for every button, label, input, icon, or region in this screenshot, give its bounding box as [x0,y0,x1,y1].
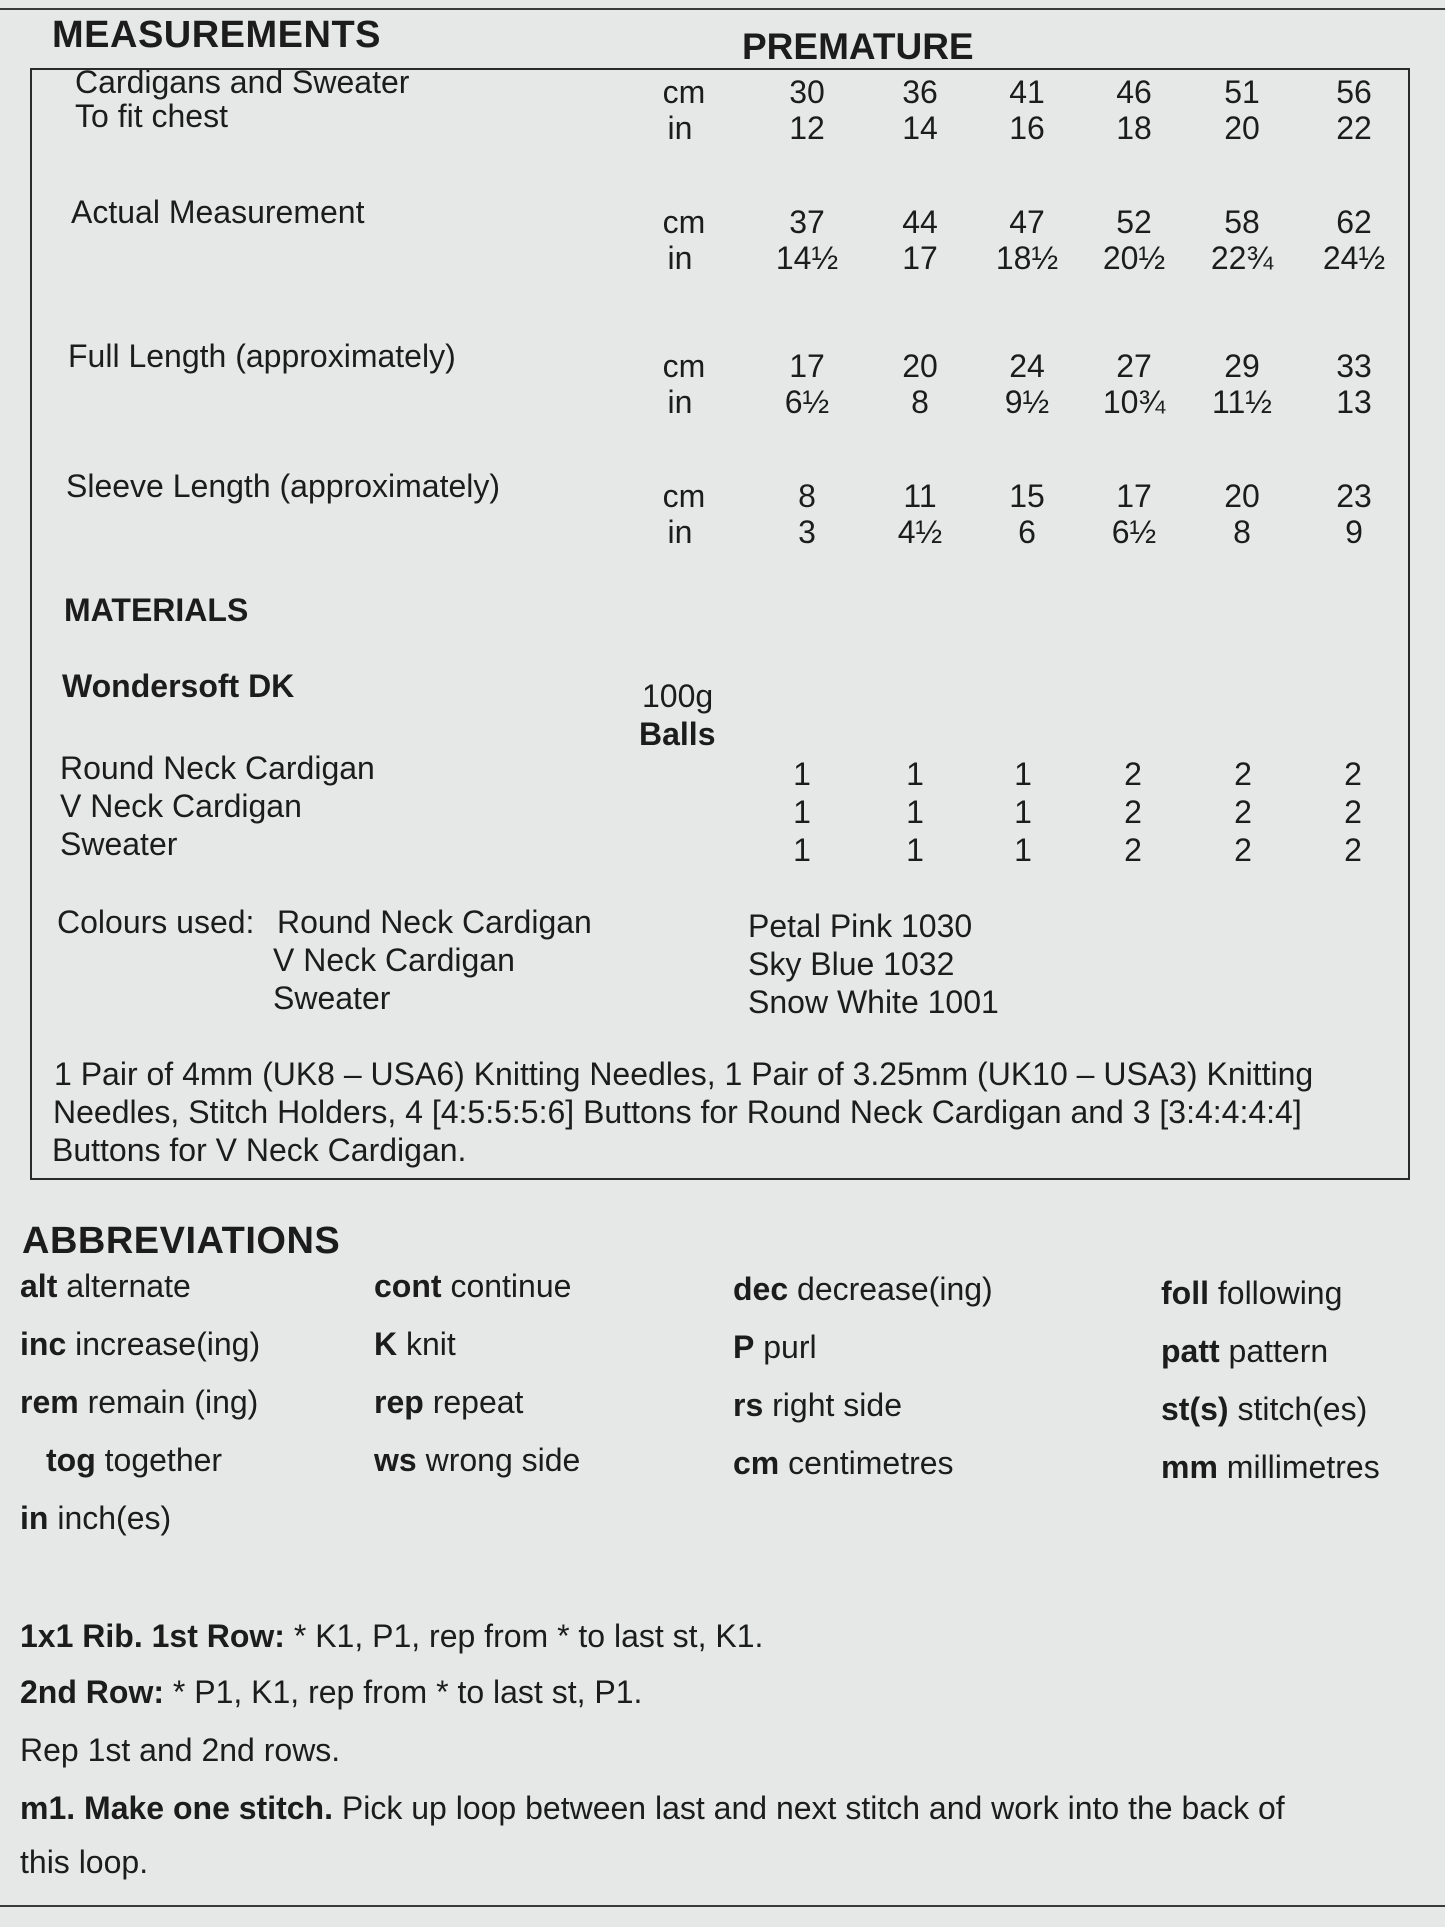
in-value: 8 [911,384,929,420]
cm-value: 46 [1116,74,1152,110]
stitch-name: m1. Make one stitch. [20,1790,333,1826]
in-value: 8 [1233,514,1251,550]
material-item-label: Sweater [60,826,178,862]
cm-value: 51 [1224,74,1260,110]
ball-weight: 100g [642,678,714,714]
stitch-name: 2nd Row: [20,1674,164,1710]
unit-in: in [667,384,693,420]
abbreviations-title: ABBREVIATIONS [22,1220,341,1262]
cm-value: 47 [1009,204,1045,240]
measurement-label: Sleeve Length (approximately) [66,468,501,504]
needles-line: Needles, Stitch Holders, 4 [4:5:5:5:6] Buttons for Round Neck Cardigan and 3 [3:4:4:4:4] [53,1094,1302,1130]
abbreviation-item [733,1387,902,1424]
abbreviation-meaning: alternate [57,1268,191,1304]
in-value: 12 [789,110,825,146]
abbreviation-meaning: remain (ing) [78,1384,259,1420]
in-value: 17 [902,240,938,276]
abbreviation-term: rep [374,1384,424,1420]
abbreviation-term: cm [733,1445,780,1481]
in-value: 20½ [1102,240,1166,276]
measurements-title: MEASUREMENTS [52,14,382,56]
abbreviation-meaning: increase(ing) [66,1326,261,1362]
in-value: 24½ [1322,240,1386,276]
unit-cm: cm [662,478,706,514]
in-value: 4½ [897,514,943,550]
in-value: 14½ [775,240,839,276]
unit-in: in [667,514,693,550]
top-rule [0,8,1445,10]
balls-count: 2 [1234,832,1252,868]
cm-value: 52 [1116,204,1152,240]
in-value: 6½ [784,384,830,420]
abbreviation-meaning: stitch(es) [1228,1391,1368,1427]
balls-count: 1 [793,832,811,868]
measurement-label: To fit chest [75,98,228,134]
cm-value: 62 [1336,204,1372,240]
stitch-line [20,1732,340,1769]
in-value: 18½ [995,240,1059,276]
abbreviation-meaning: centimetres [779,1445,954,1481]
cm-value: 24 [1009,348,1045,384]
abbreviation-item [46,1442,222,1479]
cm-value: 37 [789,204,825,240]
cm-value: 33 [1336,348,1372,384]
stitch-line [20,1844,148,1881]
cm-value: 8 [798,478,816,514]
balls-label: Balls [639,716,716,752]
material-item-label: Round Neck Cardigan [60,750,375,786]
in-value: 10¾ [1102,384,1166,420]
in-value: 22 [1336,110,1372,146]
abbreviation-item [20,1500,171,1537]
size-group-title: PREMATURE [742,26,974,67]
balls-count: 2 [1124,794,1142,830]
abbreviation-item [374,1326,456,1363]
balls-count: 2 [1234,794,1252,830]
stitch-instruction: Pick up loop between last and next stitch and work into the back of [332,1790,1285,1826]
in-value: 14 [902,110,938,146]
in-value: 22¾ [1210,240,1274,276]
stitch-name: 1x1 Rib. 1st Row: [20,1618,285,1654]
cm-value: 56 [1336,74,1372,110]
stitch-line [20,1674,642,1711]
cm-value: 41 [1009,74,1045,110]
abbreviation-item [20,1384,258,1421]
cm-value: 27 [1116,348,1152,384]
abbreviation-meaning: pattern [1219,1333,1329,1369]
abbreviation-item [374,1268,571,1305]
cm-value: 15 [1009,478,1045,514]
abbreviation-meaning: continue [441,1268,572,1304]
balls-count: 2 [1344,794,1362,830]
abbreviation-item [374,1442,580,1479]
abbreviation-term: patt [1161,1333,1220,1369]
in-value: 6½ [1111,514,1157,550]
balls-count: 1 [793,756,811,792]
balls-count: 1 [1014,794,1032,830]
abbreviation-meaning: repeat [423,1384,524,1420]
abbreviation-term: alt [20,1268,58,1304]
abbreviation-term: rs [733,1387,764,1423]
abbreviation-term: K [374,1326,398,1362]
balls-count: 2 [1124,756,1142,792]
balls-count: 2 [1344,756,1362,792]
unit-cm: cm [662,348,706,384]
colour-name: Snow White 1001 [748,984,999,1020]
balls-count: 1 [906,832,924,868]
abbreviation-meaning: right side [763,1387,902,1423]
abbreviation-term: tog [46,1442,96,1478]
cm-value: 20 [902,348,938,384]
cm-value: 29 [1224,348,1260,384]
abbreviation-term: st(s) [1161,1391,1229,1427]
unit-in: in [667,110,693,146]
abbreviation-term: P [733,1329,755,1365]
colours-label: Colours used: [57,904,255,940]
stitch-line [20,1618,763,1655]
balls-count: 1 [906,756,924,792]
balls-count: 2 [1344,832,1362,868]
cm-value: 23 [1336,478,1372,514]
balls-count: 1 [1014,832,1032,868]
abbreviation-meaning: together [95,1442,223,1478]
abbreviation-item [733,1271,993,1308]
abbreviation-item [1161,1391,1367,1428]
abbreviation-meaning: following [1208,1275,1343,1311]
measurement-label: Actual Measurement [71,194,365,230]
in-value: 6 [1018,514,1036,550]
measurement-label: Full Length (approximately) [68,338,456,374]
abbreviation-item [1161,1449,1380,1486]
abbreviation-item [733,1445,954,1482]
colour-name: Petal Pink 1030 [748,908,973,944]
in-value: 9½ [1004,384,1050,420]
colour-garment: Sweater [273,980,391,1016]
needles-line: Buttons for V Neck Cardigan. [52,1132,467,1168]
material-item-label: V Neck Cardigan [60,788,302,824]
yarn-name: Wondersoft DK [62,668,295,704]
in-value: 16 [1009,110,1045,146]
cm-value: 17 [1116,478,1152,514]
balls-count: 1 [793,794,811,830]
abbreviation-item [1161,1275,1342,1312]
cm-value: 36 [902,74,938,110]
abbreviation-meaning: decrease(ing) [788,1271,993,1307]
abbreviation-term: in [20,1500,49,1536]
abbreviation-meaning: wrong side [416,1442,581,1478]
stitch-instruction: Rep 1st and 2nd rows. [20,1732,341,1768]
cm-value: 30 [789,74,825,110]
abbreviation-meaning: inch(es) [48,1500,172,1536]
abbreviation-item [1161,1333,1328,1370]
stitch-line [20,1790,1285,1827]
cm-value: 11 [903,478,937,514]
colour-garment: Round Neck Cardigan [277,904,592,940]
in-value: 13 [1336,384,1372,420]
measurement-label: Cardigans and Sweater [75,64,410,100]
abbreviation-term: rem [20,1384,79,1420]
in-value: 3 [798,514,816,550]
abbreviation-term: inc [20,1326,67,1362]
abbreviation-item [733,1329,817,1366]
balls-count: 2 [1234,756,1252,792]
stitch-instruction: this loop. [20,1844,149,1880]
abbreviation-term: ws [374,1442,417,1478]
abbreviation-term: foll [1161,1275,1209,1311]
abbreviation-meaning: purl [754,1329,817,1365]
abbreviation-term: cont [374,1268,442,1304]
in-value: 11½ [1212,384,1272,420]
colour-garment: V Neck Cardigan [273,942,515,978]
stitch-instruction: * P1, K1, rep from * to last st, P1. [163,1674,643,1710]
stitch-instruction: * K1, P1, rep from * to last st, K1. [284,1618,764,1654]
cm-value: 58 [1224,204,1260,240]
in-value: 20 [1224,110,1260,146]
abbreviation-term: mm [1161,1449,1218,1485]
balls-count: 1 [1014,756,1032,792]
abbreviation-term: dec [733,1271,789,1307]
abbreviation-item [20,1326,260,1363]
cm-value: 17 [789,348,825,384]
in-value: 9 [1345,514,1363,550]
unit-cm: cm [662,204,706,240]
cm-value: 20 [1224,478,1260,514]
needles-line: 1 Pair of 4mm (UK8 – USA6) Knitting Needles, 1 Pair of 3.25mm (UK10 – USA3) Knitting [54,1056,1314,1092]
bottom-rule [0,1905,1445,1907]
materials-title: MATERIALS [64,592,249,628]
colour-name: Sky Blue 1032 [748,946,955,982]
abbreviation-item [374,1384,523,1421]
abbreviation-meaning: knit [397,1326,456,1362]
unit-cm: cm [662,74,706,110]
abbreviation-item [20,1268,191,1305]
abbreviation-meaning: millimetres [1217,1449,1380,1485]
cm-value: 44 [902,204,938,240]
balls-count: 1 [906,794,924,830]
in-value: 18 [1116,110,1152,146]
unit-in: in [667,240,693,276]
balls-count: 2 [1124,832,1142,868]
